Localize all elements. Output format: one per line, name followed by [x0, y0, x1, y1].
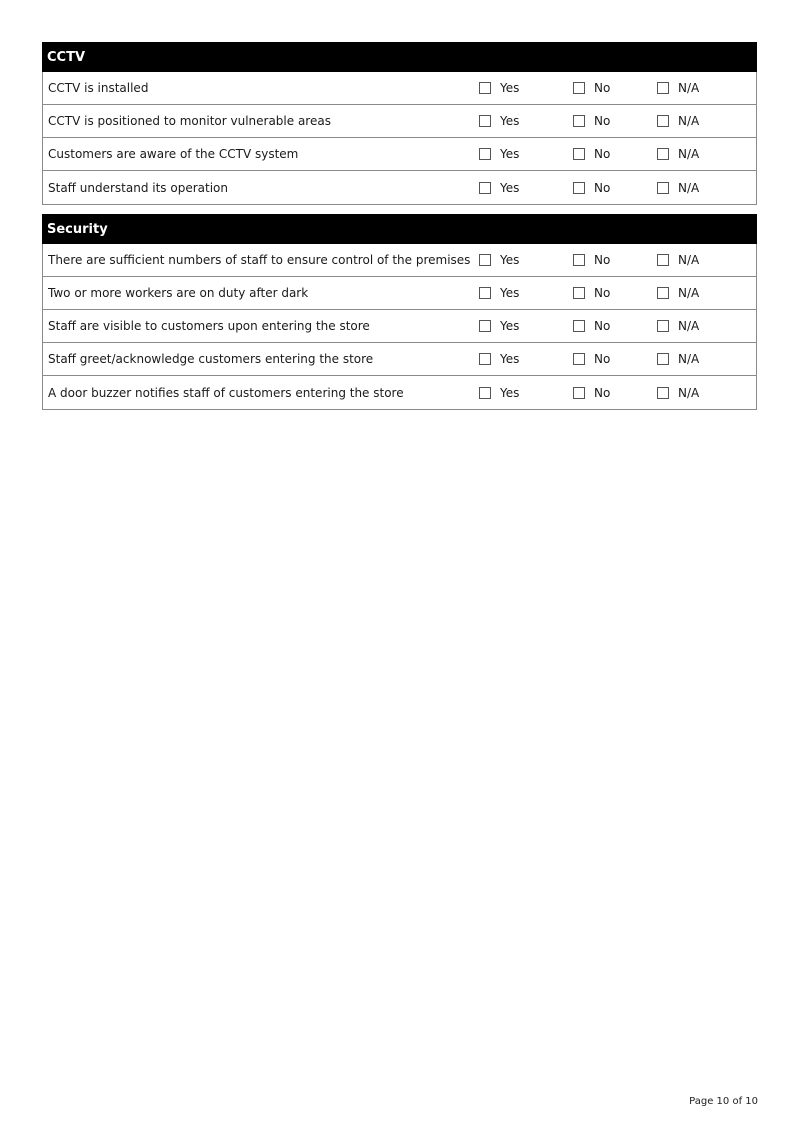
option-no[interactable]: No [573, 114, 657, 128]
section-title: Security [42, 214, 757, 244]
question-text: Customers are aware of the CCTV system [48, 147, 299, 161]
checkbox-icon[interactable] [573, 387, 585, 399]
checkbox-icon[interactable] [657, 182, 669, 194]
question-text: There are sufficient numbers of staff to ensure control of the premises [48, 253, 471, 267]
question-row [43, 343, 756, 376]
option-yes[interactable]: Yes [479, 81, 573, 95]
option-no[interactable]: No [573, 147, 657, 161]
question-text: Staff understand its operation [48, 180, 228, 195]
question-row [43, 277, 756, 310]
option-no[interactable]: No [573, 352, 657, 366]
option-na[interactable]: N/A [657, 181, 747, 195]
checkbox-icon[interactable] [657, 287, 669, 299]
question-row [43, 376, 756, 409]
checkbox-icon[interactable] [657, 148, 669, 160]
option-na[interactable]: N/A [657, 81, 747, 95]
checkbox-icon[interactable] [479, 148, 491, 160]
option-no[interactable]: No [573, 81, 657, 95]
option-na[interactable]: N/A [657, 319, 747, 333]
checkbox-icon[interactable] [479, 82, 491, 94]
option-na[interactable]: N/A [657, 352, 747, 366]
checkbox-icon[interactable] [479, 182, 491, 194]
option-no[interactable]: No [573, 181, 657, 195]
checkbox-icon[interactable] [657, 254, 669, 266]
checkbox-icon[interactable] [657, 387, 669, 399]
checkbox-icon[interactable] [479, 353, 491, 365]
option-na[interactable]: N/A [657, 147, 747, 161]
checkbox-icon[interactable] [573, 254, 585, 266]
question-text: Two or more workers are on duty after dark [48, 286, 309, 300]
option-no[interactable]: No [573, 253, 657, 267]
option-na[interactable]: N/A [657, 114, 747, 128]
checkbox-icon[interactable] [479, 320, 491, 332]
option-no[interactable]: No [573, 386, 657, 400]
question-text: CCTV is installed [48, 81, 149, 95]
question-text: A door buzzer notifies staff of customers entering the store [48, 385, 404, 400]
page-number: Page 10 of 10 [689, 1096, 758, 1107]
checkbox-icon[interactable] [479, 254, 491, 266]
question-text: CCTV is positioned to monitor vulnerable areas [48, 114, 331, 128]
option-yes[interactable]: Yes [479, 286, 573, 300]
option-yes[interactable]: Yes [479, 352, 573, 366]
checkbox-icon[interactable] [657, 320, 669, 332]
option-yes[interactable]: Yes [479, 319, 573, 333]
question-row [43, 244, 756, 277]
checkbox-icon[interactable] [573, 353, 585, 365]
question-row [43, 171, 756, 204]
option-yes[interactable]: Yes [479, 253, 573, 267]
checkbox-icon[interactable] [479, 387, 491, 399]
option-no[interactable]: No [573, 319, 657, 333]
checkbox-icon[interactable] [573, 148, 585, 160]
option-na[interactable]: N/A [657, 253, 747, 267]
checkbox-icon[interactable] [657, 353, 669, 365]
section-security [42, 214, 757, 410]
checkbox-icon[interactable] [573, 82, 585, 94]
checkbox-icon[interactable] [479, 115, 491, 127]
question-row [43, 72, 756, 105]
question-text: Staff greet/acknowledge customers entering the store [48, 352, 374, 366]
option-yes[interactable]: Yes [479, 114, 573, 128]
checkbox-icon[interactable] [479, 287, 491, 299]
question-row [43, 105, 756, 138]
option-no[interactable]: No [573, 286, 657, 300]
section-cctv [42, 42, 757, 205]
checkbox-icon[interactable] [657, 82, 669, 94]
checkbox-icon[interactable] [573, 115, 585, 127]
section-title: CCTV [42, 42, 757, 72]
checkbox-icon[interactable] [657, 115, 669, 127]
checkbox-icon[interactable] [573, 320, 585, 332]
option-yes[interactable]: Yes [479, 147, 573, 161]
question-row [43, 138, 756, 171]
option-na[interactable]: N/A [657, 386, 747, 400]
option-na[interactable]: N/A [657, 286, 747, 300]
option-yes[interactable]: Yes [479, 386, 573, 400]
question-text: Staff are visible to customers upon entering the store [48, 319, 370, 333]
question-row [43, 310, 756, 343]
checkbox-icon[interactable] [573, 182, 585, 194]
checkbox-icon[interactable] [573, 287, 585, 299]
option-yes[interactable]: Yes [479, 181, 573, 195]
